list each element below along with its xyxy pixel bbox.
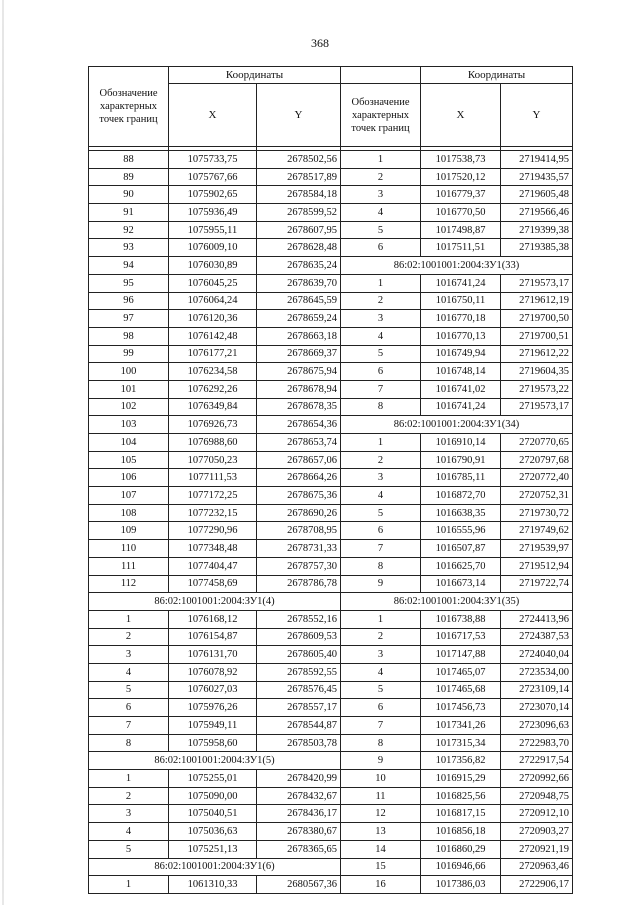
y-coordinate-left: 2678675,94	[257, 363, 341, 381]
y-coordinate-right: 2722917,54	[501, 752, 573, 770]
y-coordinate-right: 2723534,00	[501, 663, 573, 681]
x-coordinate-right: 1016741,24	[421, 398, 501, 416]
y-coordinate-left: 2678609,53	[257, 628, 341, 646]
y-coordinate-left: 2678503,78	[257, 734, 341, 752]
x-coordinate-right: 1016717,53	[421, 628, 501, 646]
point-number-right: 1	[341, 151, 421, 169]
y-coordinate-right: 2719573,17	[501, 398, 573, 416]
y-coordinate-left: 2678657,06	[257, 451, 341, 469]
table-row	[89, 593, 573, 611]
coordinates-body	[89, 151, 573, 894]
x-coordinate-left: 1075958,60	[169, 734, 257, 752]
table-row	[89, 504, 573, 522]
y-coordinate-left: 2678436,17	[257, 805, 341, 823]
point-number-left: 109	[89, 522, 169, 540]
y-coordinate-right: 2719573,22	[501, 380, 573, 398]
point-number-right: 3	[341, 310, 421, 328]
point-number-right: 7	[341, 380, 421, 398]
x-coordinate-right: 1017147,88	[421, 646, 501, 664]
table-row	[89, 681, 573, 699]
y-coordinate-left: 2678552,16	[257, 610, 341, 628]
point-number-left: 3	[89, 805, 169, 823]
table-row	[89, 186, 573, 204]
table-row	[89, 204, 573, 222]
x-coordinate-left: 1075902,65	[169, 186, 257, 204]
y-coordinate-left: 2678576,45	[257, 681, 341, 699]
x-coordinate-left: 1077348,48	[169, 540, 257, 558]
table-row	[89, 646, 573, 664]
y-coordinate-left: 2678557,17	[257, 699, 341, 717]
table-row	[89, 416, 573, 434]
x-coordinate-right: 1016770,13	[421, 327, 501, 345]
x-coordinate-left: 1075949,11	[169, 717, 257, 735]
x-coordinate-left: 1077232,15	[169, 504, 257, 522]
header-designation-right: Обозначение характерных точек границ	[341, 84, 421, 147]
y-coordinate-right: 2719612,22	[501, 345, 573, 363]
section-title-right: 86:02:1001001:2004:ЗУ1(35)	[341, 593, 573, 611]
point-number-left: 101	[89, 380, 169, 398]
x-coordinate-right: 1017465,07	[421, 663, 501, 681]
y-coordinate-left: 2678517,89	[257, 168, 341, 186]
y-coordinate-right: 2719722,74	[501, 575, 573, 593]
y-coordinate-left: 2678502,56	[257, 151, 341, 169]
x-coordinate-left: 1076045,25	[169, 274, 257, 292]
x-coordinate-left: 1076926,73	[169, 416, 257, 434]
x-coordinate-left: 1077458,69	[169, 575, 257, 593]
point-number-left: 92	[89, 221, 169, 239]
x-coordinate-left: 1076988,60	[169, 434, 257, 452]
y-coordinate-left: 2678669,37	[257, 345, 341, 363]
header-designation-left: Обозначение характерных точек границ	[89, 67, 169, 147]
point-number-right: 4	[341, 204, 421, 222]
point-number-left: 94	[89, 257, 169, 275]
point-number-right: 3	[341, 646, 421, 664]
point-number-left: 88	[89, 151, 169, 169]
table-row	[89, 310, 573, 328]
section-title-right: 86:02:1001001:2004:ЗУ1(33)	[341, 257, 573, 275]
y-coordinate-right: 2719539,97	[501, 540, 573, 558]
table-row	[89, 663, 573, 681]
point-number-left: 8	[89, 734, 169, 752]
point-number-left: 100	[89, 363, 169, 381]
x-coordinate-right: 1016779,37	[421, 186, 501, 204]
y-coordinate-right: 2720797,68	[501, 451, 573, 469]
table-row	[89, 292, 573, 310]
x-coordinate-right: 1016785,11	[421, 469, 501, 487]
y-coordinate-left: 2678757,30	[257, 557, 341, 575]
point-number-right: 2	[341, 451, 421, 469]
point-number-left: 105	[89, 451, 169, 469]
point-number-left: 97	[89, 310, 169, 328]
point-number-right: 1	[341, 434, 421, 452]
y-coordinate-left: 2678584,18	[257, 186, 341, 204]
x-coordinate-right: 1016910,14	[421, 434, 501, 452]
coordinates-table	[88, 66, 573, 894]
point-number-right: 14	[341, 840, 421, 858]
header-coords-right: Координаты	[421, 67, 573, 84]
x-coordinate-left: 1061310,33	[169, 876, 257, 894]
point-number-right: 6	[341, 522, 421, 540]
x-coordinate-left: 1076131,70	[169, 646, 257, 664]
x-coordinate-right: 1016555,96	[421, 522, 501, 540]
header-x-right: X	[421, 84, 501, 147]
table-row	[89, 380, 573, 398]
y-coordinate-left: 2678592,55	[257, 663, 341, 681]
x-coordinate-left: 1075036,63	[169, 823, 257, 841]
x-coordinate-left: 1076177,21	[169, 345, 257, 363]
point-number-right: 2	[341, 168, 421, 186]
x-coordinate-right: 1016915,29	[421, 770, 501, 788]
y-coordinate-left: 2678544,87	[257, 717, 341, 735]
point-number-right: 2	[341, 628, 421, 646]
y-coordinate-right: 2722906,17	[501, 876, 573, 894]
x-coordinate-left: 1077172,25	[169, 487, 257, 505]
x-coordinate-right: 1016750,11	[421, 292, 501, 310]
x-coordinate-right: 1016749,94	[421, 345, 501, 363]
point-number-right: 13	[341, 823, 421, 841]
x-coordinate-left: 1077050,23	[169, 451, 257, 469]
x-coordinate-right: 1016860,29	[421, 840, 501, 858]
x-coordinate-right: 1016790,91	[421, 451, 501, 469]
y-coordinate-right: 2720903,27	[501, 823, 573, 841]
y-coordinate-right: 2719573,17	[501, 274, 573, 292]
coordinates-table-wrap	[88, 66, 572, 894]
x-coordinate-right: 1016673,14	[421, 575, 501, 593]
header-y-left: Y	[257, 84, 341, 147]
x-coordinate-right: 1017498,87	[421, 221, 501, 239]
x-coordinate-right: 1017538,73	[421, 151, 501, 169]
x-coordinate-right: 1017356,82	[421, 752, 501, 770]
y-coordinate-left: 2680567,36	[257, 876, 341, 894]
point-number-left: 1	[89, 770, 169, 788]
y-coordinate-right: 2720772,40	[501, 469, 573, 487]
y-coordinate-left: 2678731,33	[257, 540, 341, 558]
x-coordinate-left: 1075936,49	[169, 204, 257, 222]
y-coordinate-right: 2720912,10	[501, 805, 573, 823]
y-coordinate-right: 2720752,31	[501, 487, 573, 505]
y-coordinate-right: 2723070,14	[501, 699, 573, 717]
point-number-right: 3	[341, 186, 421, 204]
point-number-right: 5	[341, 504, 421, 522]
header-x-left: X	[169, 84, 257, 147]
y-coordinate-right: 2724413,96	[501, 610, 573, 628]
point-number-left: 2	[89, 628, 169, 646]
point-number-right: 1	[341, 274, 421, 292]
x-coordinate-left: 1075733,75	[169, 151, 257, 169]
point-number-left: 5	[89, 840, 169, 858]
table-row	[89, 823, 573, 841]
y-coordinate-left: 2678678,35	[257, 398, 341, 416]
point-number-left: 4	[89, 663, 169, 681]
x-coordinate-left: 1076030,89	[169, 257, 257, 275]
x-coordinate-right: 1016825,56	[421, 787, 501, 805]
y-coordinate-left: 2678432,67	[257, 787, 341, 805]
point-number-left: 89	[89, 168, 169, 186]
x-coordinate-right: 1016770,50	[421, 204, 501, 222]
point-number-right: 4	[341, 663, 421, 681]
point-number-right: 9	[341, 575, 421, 593]
y-coordinate-left: 2678675,36	[257, 487, 341, 505]
x-coordinate-right: 1016872,70	[421, 487, 501, 505]
point-number-left: 91	[89, 204, 169, 222]
x-coordinate-left: 1075767,66	[169, 168, 257, 186]
y-coordinate-right: 2719414,95	[501, 151, 573, 169]
y-coordinate-left: 2678654,36	[257, 416, 341, 434]
point-number-right: 4	[341, 327, 421, 345]
point-number-right: 7	[341, 540, 421, 558]
point-number-right: 12	[341, 805, 421, 823]
point-number-right: 8	[341, 734, 421, 752]
table-row	[89, 752, 573, 770]
point-number-left: 112	[89, 575, 169, 593]
table-row	[89, 717, 573, 735]
x-coordinate-left: 1075255,01	[169, 770, 257, 788]
y-coordinate-right: 2719385,38	[501, 239, 573, 257]
point-number-left: 93	[89, 239, 169, 257]
table-row	[89, 221, 573, 239]
table-row	[89, 451, 573, 469]
y-coordinate-left: 2678708,95	[257, 522, 341, 540]
point-number-left: 108	[89, 504, 169, 522]
y-coordinate-right: 2719512,94	[501, 557, 573, 575]
x-coordinate-left: 1076142,48	[169, 327, 257, 345]
point-number-left: 102	[89, 398, 169, 416]
y-coordinate-left: 2678645,59	[257, 292, 341, 310]
y-coordinate-right: 2719604,35	[501, 363, 573, 381]
x-coordinate-right: 1017520,12	[421, 168, 501, 186]
table-row	[89, 522, 573, 540]
header-coords-left: Координаты	[169, 67, 341, 84]
point-number-left: 110	[89, 540, 169, 558]
y-coordinate-left: 2678599,52	[257, 204, 341, 222]
table-row	[89, 610, 573, 628]
page-number: 368	[311, 36, 329, 50]
y-coordinate-left: 2678659,24	[257, 310, 341, 328]
y-coordinate-right: 2719435,57	[501, 168, 573, 186]
point-number-right: 8	[341, 557, 421, 575]
x-coordinate-right: 1016856,18	[421, 823, 501, 841]
point-number-left: 98	[89, 327, 169, 345]
table-row	[89, 787, 573, 805]
y-coordinate-left: 2678690,26	[257, 504, 341, 522]
x-coordinate-left: 1075040,51	[169, 805, 257, 823]
x-coordinate-left: 1076168,12	[169, 610, 257, 628]
point-number-left: 4	[89, 823, 169, 841]
y-coordinate-right: 2720963,46	[501, 858, 573, 876]
table-row	[89, 575, 573, 593]
table-row	[89, 434, 573, 452]
y-coordinate-left: 2678365,65	[257, 840, 341, 858]
point-number-left: 2	[89, 787, 169, 805]
table-row	[89, 469, 573, 487]
x-coordinate-left: 1077404,47	[169, 557, 257, 575]
point-number-left: 95	[89, 274, 169, 292]
y-coordinate-right: 2719700,50	[501, 310, 573, 328]
point-number-left: 111	[89, 557, 169, 575]
y-coordinate-right: 2719749,62	[501, 522, 573, 540]
table-row	[89, 274, 573, 292]
point-number-right: 5	[341, 345, 421, 363]
table-row	[89, 699, 573, 717]
table-row	[89, 858, 573, 876]
point-number-right: 10	[341, 770, 421, 788]
y-coordinate-left: 2678420,99	[257, 770, 341, 788]
y-coordinate-left: 2678635,24	[257, 257, 341, 275]
x-coordinate-right: 1016741,24	[421, 274, 501, 292]
point-number-left: 90	[89, 186, 169, 204]
point-number-left: 1	[89, 876, 169, 894]
table-row	[89, 628, 573, 646]
point-number-left: 7	[89, 717, 169, 735]
x-coordinate-right: 1016741,02	[421, 380, 501, 398]
y-coordinate-left: 2678380,67	[257, 823, 341, 841]
table-row	[89, 557, 573, 575]
point-number-right: 9	[341, 752, 421, 770]
y-coordinate-right: 2724040,04	[501, 646, 573, 664]
point-number-left: 96	[89, 292, 169, 310]
y-coordinate-left: 2678664,26	[257, 469, 341, 487]
x-coordinate-right: 1016625,70	[421, 557, 501, 575]
table-row	[89, 345, 573, 363]
x-coordinate-left: 1076078,92	[169, 663, 257, 681]
table-row	[89, 398, 573, 416]
table-row	[89, 770, 573, 788]
x-coordinate-left: 1077111,53	[169, 469, 257, 487]
point-number-left: 99	[89, 345, 169, 363]
point-number-right: 5	[341, 221, 421, 239]
y-coordinate-left: 2678653,74	[257, 434, 341, 452]
x-coordinate-right: 1016507,87	[421, 540, 501, 558]
y-coordinate-right: 2719605,48	[501, 186, 573, 204]
table-row	[89, 876, 573, 894]
y-coordinate-right: 2719566,46	[501, 204, 573, 222]
x-coordinate-right: 1017341,26	[421, 717, 501, 735]
table-row	[89, 151, 573, 169]
y-coordinate-left: 2678607,95	[257, 221, 341, 239]
point-number-right: 11	[341, 787, 421, 805]
point-number-right: 6	[341, 363, 421, 381]
x-coordinate-right: 1017511,51	[421, 239, 501, 257]
point-number-right: 15	[341, 858, 421, 876]
y-coordinate-right: 2720948,75	[501, 787, 573, 805]
page-edge	[2, 0, 4, 905]
table-row	[89, 239, 573, 257]
table-row	[89, 734, 573, 752]
x-coordinate-right: 1017456,73	[421, 699, 501, 717]
y-coordinate-left: 2678786,78	[257, 575, 341, 593]
section-title-left: 86:02:1001001:2004:ЗУ1(5)	[89, 752, 341, 770]
table-row	[89, 840, 573, 858]
y-coordinate-left: 2678628,48	[257, 239, 341, 257]
table-row	[89, 540, 573, 558]
x-coordinate-left: 1076064,24	[169, 292, 257, 310]
x-coordinate-left: 1076027,03	[169, 681, 257, 699]
x-coordinate-right: 1016770,18	[421, 310, 501, 328]
x-coordinate-left: 1076009,10	[169, 239, 257, 257]
table-row	[89, 805, 573, 823]
x-coordinate-right: 1016946,66	[421, 858, 501, 876]
point-number-right: 8	[341, 398, 421, 416]
y-coordinate-right: 2723109,14	[501, 681, 573, 699]
point-number-right: 7	[341, 717, 421, 735]
x-coordinate-right: 1017465,68	[421, 681, 501, 699]
y-coordinate-left: 2678678,94	[257, 380, 341, 398]
point-number-left: 3	[89, 646, 169, 664]
table-row	[89, 168, 573, 186]
point-number-left: 106	[89, 469, 169, 487]
point-number-left: 5	[89, 681, 169, 699]
x-coordinate-right: 1016638,35	[421, 504, 501, 522]
section-title-left: 86:02:1001001:2004:ЗУ1(6)	[89, 858, 341, 876]
y-coordinate-left: 2678663,18	[257, 327, 341, 345]
y-coordinate-right: 2722983,70	[501, 734, 573, 752]
x-coordinate-left: 1075976,26	[169, 699, 257, 717]
point-number-right: 6	[341, 239, 421, 257]
point-number-right: 2	[341, 292, 421, 310]
x-coordinate-right: 1017386,03	[421, 876, 501, 894]
y-coordinate-right: 2720921,19	[501, 840, 573, 858]
y-coordinate-right: 2720770,65	[501, 434, 573, 452]
x-coordinate-left: 1075090,00	[169, 787, 257, 805]
y-coordinate-right: 2719700,51	[501, 327, 573, 345]
y-coordinate-right: 2719399,38	[501, 221, 573, 239]
point-number-right: 3	[341, 469, 421, 487]
y-coordinate-right: 2719730,72	[501, 504, 573, 522]
x-coordinate-left: 1077290,96	[169, 522, 257, 540]
table-row	[89, 257, 573, 275]
x-coordinate-left: 1076349,84	[169, 398, 257, 416]
point-number-right: 16	[341, 876, 421, 894]
point-number-left: 6	[89, 699, 169, 717]
table-row	[89, 487, 573, 505]
x-coordinate-left: 1076292,26	[169, 380, 257, 398]
y-coordinate-right: 2724387,53	[501, 628, 573, 646]
point-number-left: 104	[89, 434, 169, 452]
y-coordinate-right: 2723096,63	[501, 717, 573, 735]
point-number-left: 103	[89, 416, 169, 434]
y-coordinate-right: 2719612,19	[501, 292, 573, 310]
x-coordinate-left: 1076154,87	[169, 628, 257, 646]
x-coordinate-right: 1016738,88	[421, 610, 501, 628]
table-row	[89, 363, 573, 381]
y-coordinate-left: 2678639,70	[257, 274, 341, 292]
header-blank	[341, 67, 421, 84]
point-number-right: 6	[341, 699, 421, 717]
section-title-right: 86:02:1001001:2004:ЗУ1(34)	[341, 416, 573, 434]
y-coordinate-right: 2720992,66	[501, 770, 573, 788]
section-title-left: 86:02:1001001:2004:ЗУ1(4)	[89, 593, 341, 611]
point-number-right: 4	[341, 487, 421, 505]
x-coordinate-left: 1076234,58	[169, 363, 257, 381]
x-coordinate-right: 1016817,15	[421, 805, 501, 823]
point-number-right: 1	[341, 610, 421, 628]
y-coordinate-left: 2678605,40	[257, 646, 341, 664]
point-number-left: 107	[89, 487, 169, 505]
x-coordinate-left: 1075251,13	[169, 840, 257, 858]
header-y-right: Y	[501, 84, 573, 147]
point-number-left: 1	[89, 610, 169, 628]
point-number-right: 5	[341, 681, 421, 699]
x-coordinate-right: 1016748,14	[421, 363, 501, 381]
table-row	[89, 327, 573, 345]
x-coordinate-right: 1017315,34	[421, 734, 501, 752]
x-coordinate-left: 1075955,11	[169, 221, 257, 239]
x-coordinate-left: 1076120,36	[169, 310, 257, 328]
